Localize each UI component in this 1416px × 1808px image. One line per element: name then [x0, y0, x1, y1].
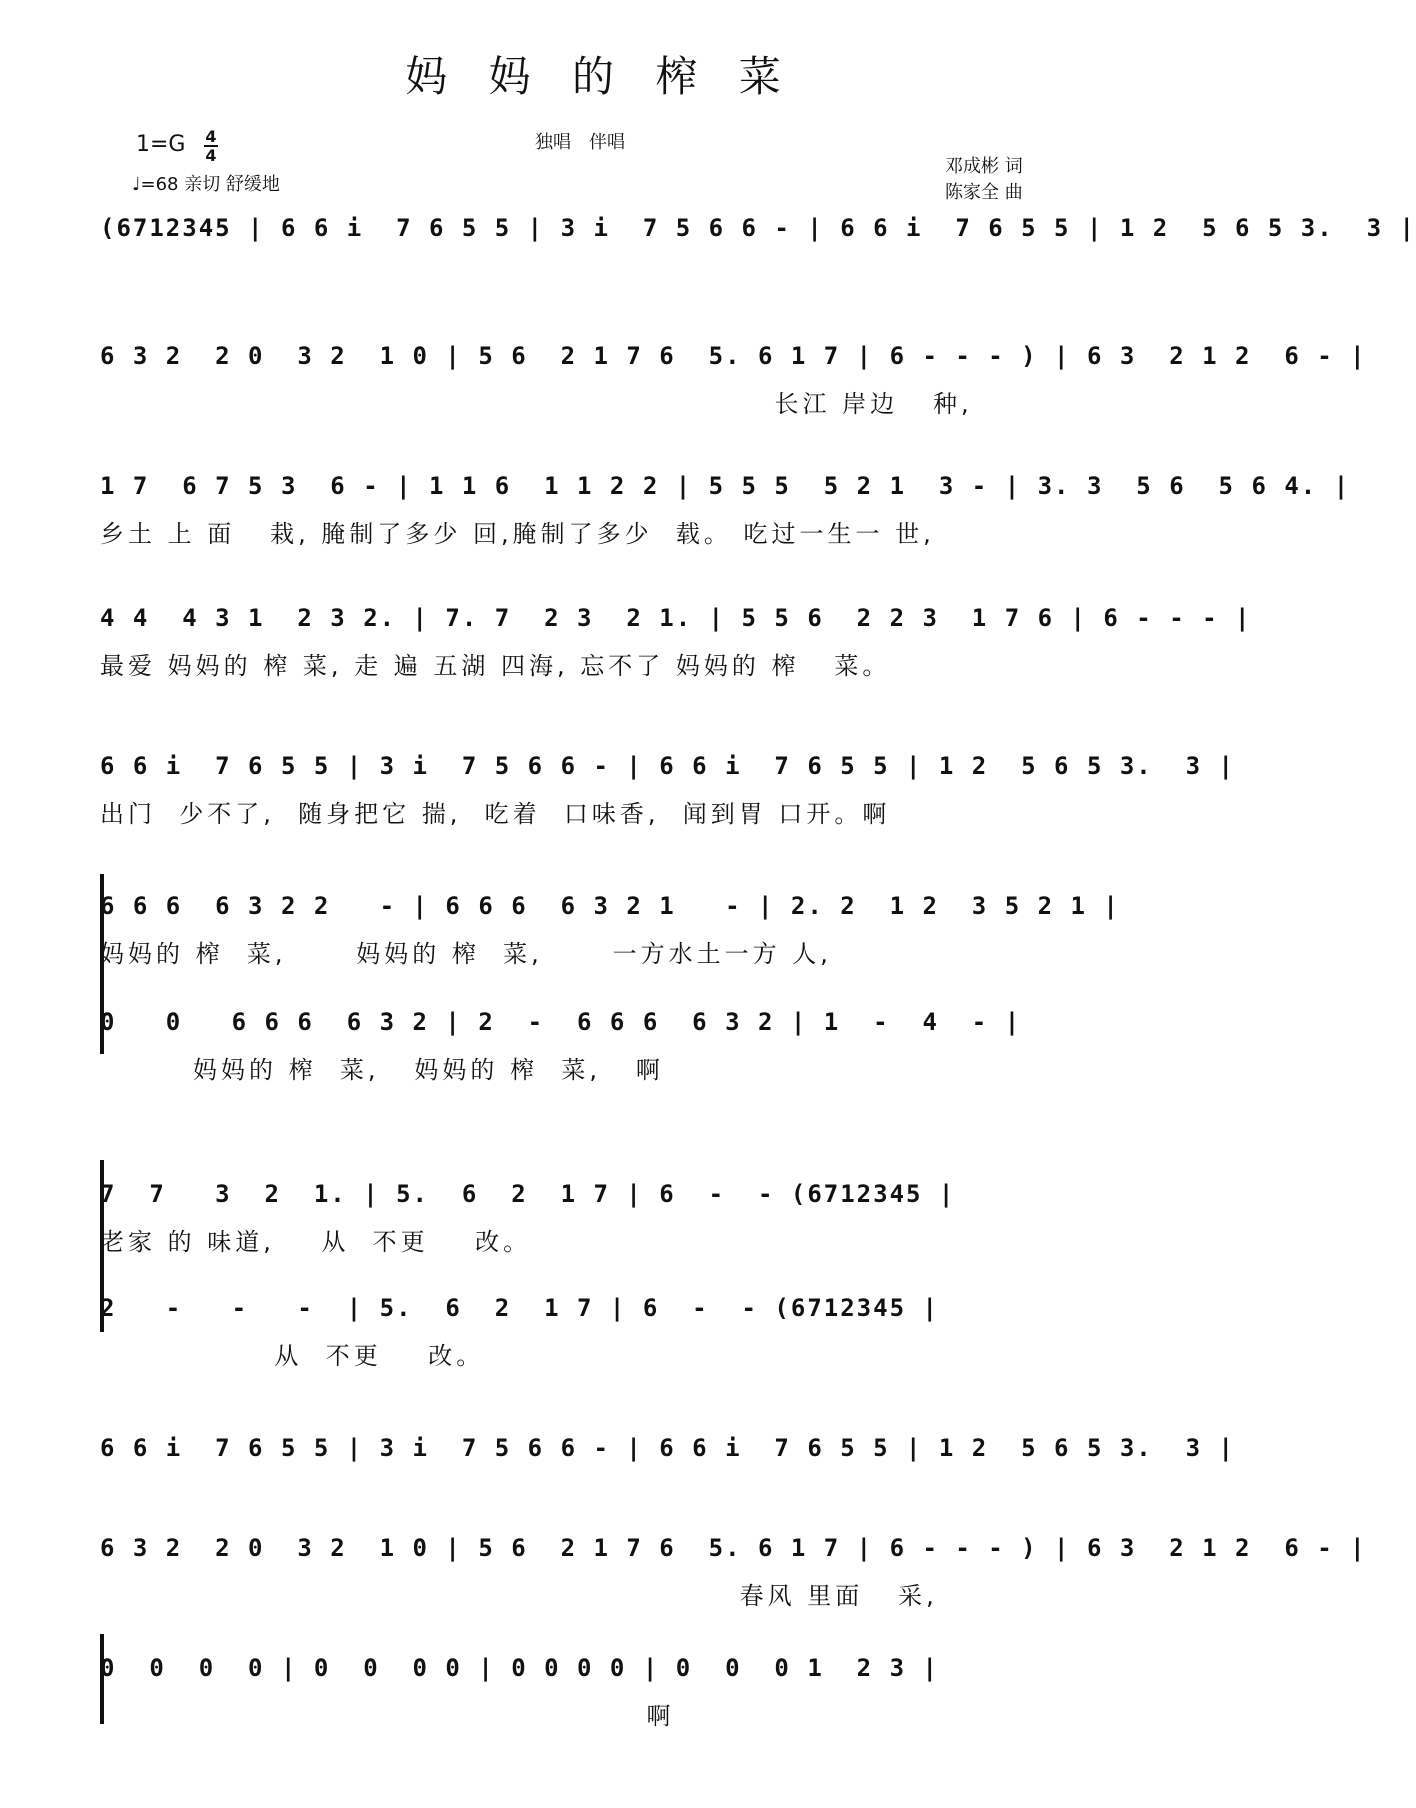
- system-5: [100, 738, 1235, 834]
- notes-line: 1 7 6 7 5 3 6 - | 1 1 6 1 1 2 2 | 5 5 5 5 2 1 3 - | 3. 3 5 6 5 6 4. |: [100, 472, 1351, 500]
- tempo-marking: ♩=68 亲切 舒缓地: [132, 174, 280, 195]
- notes-line: 6 6 6 6 3 2 2 - | 6 6 6 6 3 2 1 - | 2. 2 1 2 3 5 2 1 |: [100, 892, 1120, 920]
- lyrics-line: 最爱 妈妈的 榨 菜, 走 遍 五湖 四海, 忘不了 妈妈的 榨 菜。: [100, 652, 891, 680]
- time-signature: [204, 128, 218, 164]
- composer-credit: 陈家全 曲: [945, 182, 1023, 203]
- system-2: [100, 328, 1367, 424]
- lyrics-line: 长江 岸边 种,: [100, 390, 973, 418]
- notes-line: 0 0 6 6 6 6 3 2 | 2 - 6 6 6 6 3 2 | 1 - 4 - |: [100, 1008, 1022, 1036]
- notes-line: 4 4 4 3 1 2 3 2. | 7. 7 2 3 2 1. | 5 5 6 2 2 3 1 7 6 | 6 - - - |: [100, 604, 1252, 632]
- lyrics-line: 妈妈的 榨 菜, 妈妈的 榨 菜, 啊: [100, 1056, 664, 1084]
- lyrics-line: 老家 的 味道, 从 不更 改。: [100, 1228, 532, 1256]
- system-6-lower: [100, 994, 1110, 1090]
- system-7-upper: [100, 1166, 1110, 1262]
- lyrics-line: 出门 少不了, 随身把它 揣, 吃着 口味香, 闻到胃 口开。啊: [100, 800, 891, 828]
- lyrics-line: [100, 1476, 1110, 1516]
- notes-line: (6712345 | 6 6 i 7 6 5 5 | 3 i 7 5 6 6 - | 6 6 i 7 6 5 5 | 1 2 5 6 5 3. 3 |: [100, 214, 1416, 242]
- notes-line: 6 3 2 2 0 3 2 1 0 | 5 6 2 1 7 6 5. 6 1 7 | 6 - - - ) | 6 3 2 1 2 6 - |: [100, 342, 1367, 370]
- notes-line: 0 0 0 0 | 0 0 0 0 | 0 0 0 0 | 0 0 0 1 2 3 |: [100, 1654, 939, 1682]
- system-9-upper: [100, 1520, 1367, 1616]
- lyrics-line: 从 不更 改。: [100, 1342, 485, 1370]
- system-9-lower: [100, 1640, 1110, 1736]
- lyrics-line: 妈妈的 榨 菜, 妈妈的 榨 菜, 一方水土一方 人,: [100, 940, 832, 968]
- lyricist-credit: 邓成彬 词: [945, 156, 1023, 177]
- system-bracket: [100, 874, 110, 1054]
- time-signature-bottom: 4: [205, 146, 217, 165]
- time-signature-top: 4: [205, 127, 217, 146]
- system-bracket: [100, 1634, 110, 1724]
- lyrics-line: 乡土 上 面 栽, 腌制了多少 回,腌制了多少 载。 吃过一生一 世,: [100, 520, 935, 548]
- notes-line: 6 3 2 2 0 3 2 1 0 | 5 6 2 1 7 6 5. 6 1 7 | 6 - - - ) | 6 3 2 1 2 6 - |: [100, 1534, 1367, 1562]
- notes-line: 2 - - - | 5. 6 2 1 7 | 6 - - (6712345 |: [100, 1294, 939, 1322]
- notes-line: 6 6 i 7 6 5 5 | 3 i 7 5 6 6 - | 6 6 i 7 6 5 5 | 1 2 5 6 5 3. 3 |: [100, 752, 1235, 780]
- lyrics-line: 啊: [100, 1702, 675, 1730]
- system-8: [100, 1420, 1235, 1516]
- system-3: [100, 458, 1351, 554]
- notes-line: 7 7 3 2 1. | 5. 6 2 1 7 | 6 - - (6712345 |: [100, 1180, 956, 1208]
- lyrics-line: [100, 256, 1110, 296]
- system-1: [100, 200, 1416, 296]
- system-4: [100, 590, 1252, 686]
- system-6-upper: [100, 878, 1120, 974]
- notes-line: 6 6 i 7 6 5 5 | 3 i 7 5 6 6 - | 6 6 i 7 6 5 5 | 1 2 5 6 5 3. 3 |: [100, 1434, 1235, 1462]
- credits: [945, 154, 1023, 206]
- system-7-lower: [100, 1280, 1110, 1376]
- system-bracket: [100, 1160, 110, 1332]
- lyrics-line: 春风 里面 采,: [100, 1582, 938, 1610]
- voice-marking: 独唱 伴唱: [535, 132, 625, 153]
- key-signature: 1=G: [136, 132, 186, 157]
- song-title: 妈 妈 的 榨 菜: [405, 52, 795, 101]
